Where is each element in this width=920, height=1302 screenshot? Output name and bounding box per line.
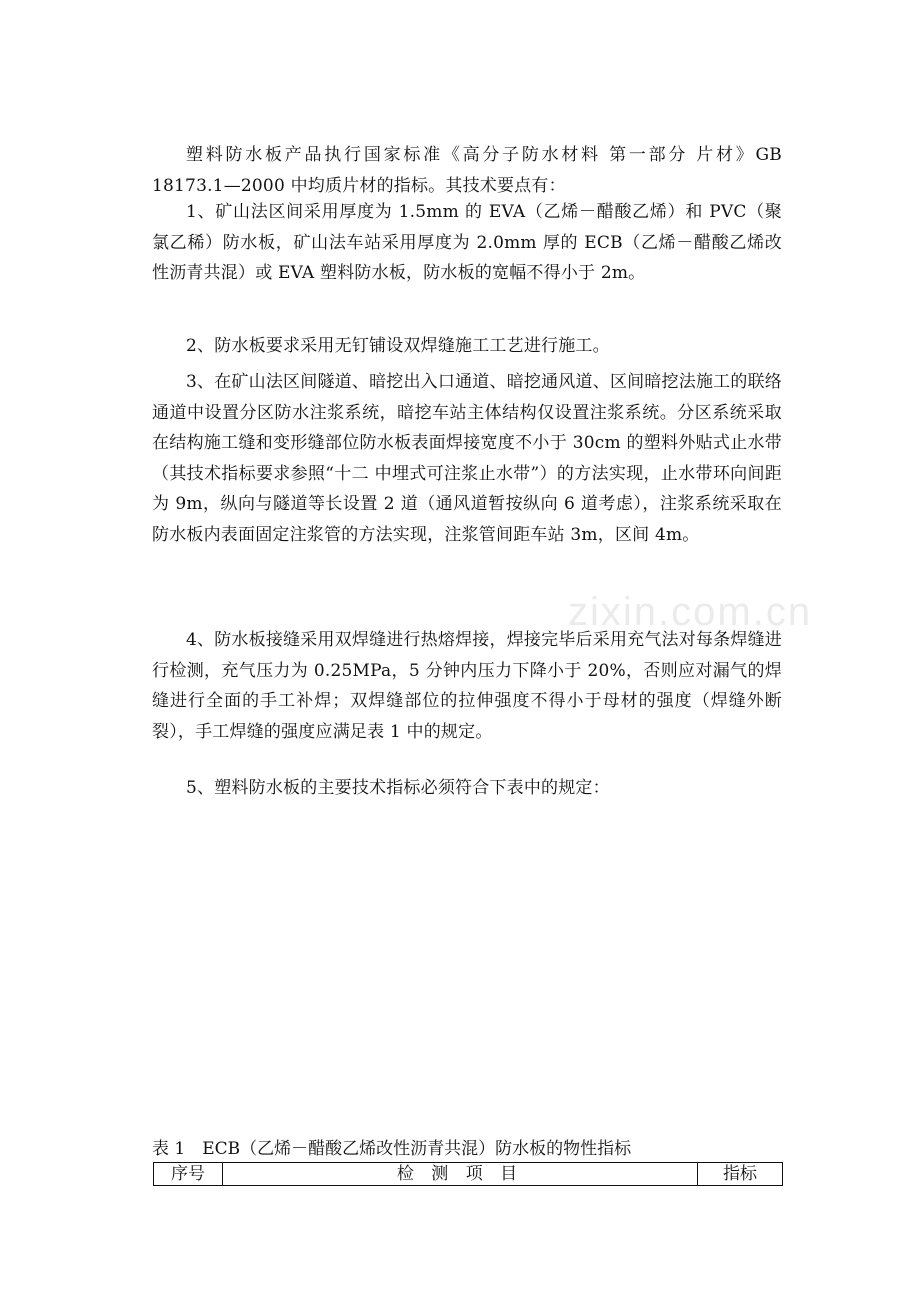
requirement-item-3: 3、在矿山法区间隧道、暗挖出入口通道、暗挖通风道、区间暗挖法施工的联络通道中设置分区防水注浆系统，暗挖车站主体结构仅设置注浆系统。分区系统采取在结构施工缝和变形缝部位防水板表面焊接宽度不小于 30cm 的塑料外贴式止水带（其技术指标要求参照“十二 中埋式可注浆止水带”）的方法实现，止水带环向间距为 9m，纵向与隧道等长设置 2 道（通风道暂按纵向 6 道考虑），注浆系统采取在防水板内表面固定注浆管的方法实现，注浆管间距车站 3m，区间 4m。 bbox=[152, 372, 782, 545]
properties-table bbox=[153, 1162, 783, 1186]
intro-paragraph: 塑料防水板产品执行国家标准《高分子防水材料 第一部分 片材》GB 18173.1—2000 中均质片材的指标。其技术要点有： bbox=[152, 145, 782, 196]
table-caption: 表 1 ECB（乙烯－醋酸乙烯改性沥青共混）防水板的物性指标 bbox=[152, 1139, 632, 1159]
requirement-item-4: 4、防水板接缝采用双焊缝进行热熔焊接，焊接完毕后采用充气法对每条焊缝进行检测，充气压力为 0.25MPa，5 分钟内压力下降小于 20%，否则应对漏气的焊缝进行全面的手工补焊；双焊缝部位的拉伸强度不得小于母材的强度（焊缝外断裂），手工焊缝的强度应满足表 1 中的规定。 bbox=[152, 630, 782, 742]
requirement-item-5: 5、塑料防水板的主要技术指标必须符合下表中的规定： bbox=[186, 778, 610, 798]
requirement-item-2: 2、防水板要求采用无钉铺设双焊缝施工工艺进行施工。 bbox=[186, 336, 610, 356]
header-serial-number: 序号 bbox=[154, 1163, 223, 1186]
watermark: zixin.com.cn bbox=[568, 590, 813, 634]
header-test-item: 检 测 项 目 bbox=[223, 1163, 698, 1186]
requirement-item-1: 1、矿山法区间采用厚度为 1.5mm 的 EVA（乙烯－醋酸乙烯）和 PVC（聚氯乙稀）防水板，矿山法车站采用厚度为 2.0mm 厚的 ECB（乙烯－醋酸乙烯改性沥青共混）或 EVA 塑料防水板，防水板的宽幅不得小于 2m。 bbox=[152, 202, 782, 283]
header-index-value: 指标 bbox=[698, 1163, 783, 1186]
table-header-row bbox=[154, 1163, 783, 1186]
